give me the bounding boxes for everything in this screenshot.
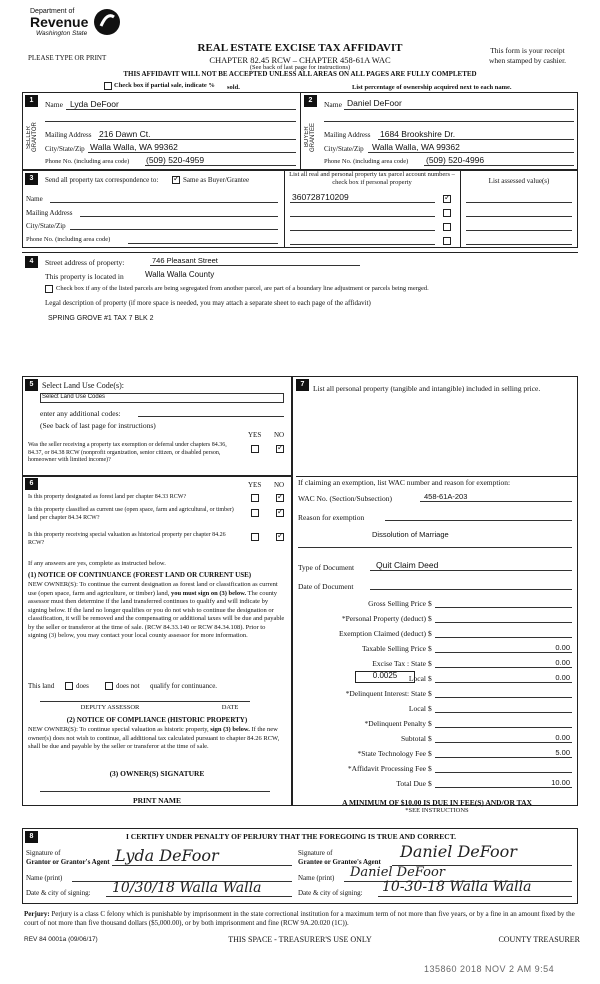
fee-row-line bbox=[435, 703, 572, 713]
fee-row-value[interactable]: 0.00 bbox=[555, 733, 570, 742]
fee-row-label: *Delinquent Penalty bbox=[364, 719, 426, 728]
dollar-sign: $ bbox=[428, 704, 432, 713]
grantee-name-label: Name (print) bbox=[298, 874, 335, 882]
dor-logo-icon bbox=[92, 8, 122, 36]
dollar-sign: $ bbox=[428, 719, 432, 728]
dollar-sign: $ bbox=[428, 614, 432, 623]
dollar-sign: $ bbox=[428, 734, 432, 743]
dept-state: Washington State bbox=[36, 30, 88, 37]
fee-row-label: Taxable Selling Price bbox=[361, 644, 426, 653]
receipt-note-1: This form is your receipt bbox=[490, 46, 565, 55]
grantee-signature[interactable]: Daniel DeFoor bbox=[400, 842, 517, 861]
date-label: DATE bbox=[221, 704, 239, 711]
grantor-signature[interactable]: Lyda DeFoor bbox=[115, 846, 219, 865]
fee-row-label: *Affidavit Processing Fee bbox=[347, 764, 426, 773]
fee-row-line bbox=[435, 613, 572, 623]
seller-city-label: City/State/Zip bbox=[45, 145, 85, 153]
parcel-3-personal-checkbox[interactable] bbox=[443, 223, 451, 231]
buyer-name-label: Name bbox=[324, 100, 342, 109]
current-use-no-checkbox[interactable] bbox=[276, 509, 284, 517]
sec5-no-header: NO bbox=[274, 431, 285, 439]
treasurer-use-label: THIS SPACE - TREASURER'S USE ONLY bbox=[228, 935, 372, 944]
legal-description[interactable]: SPRING GROVE #1 TAX 7 BLK 2 bbox=[48, 315, 154, 322]
dollar-sign: $ bbox=[428, 749, 432, 758]
buyer-name[interactable]: Daniel DeFoor bbox=[347, 98, 402, 108]
forest-no-checkbox[interactable] bbox=[276, 494, 284, 502]
does-not-checkbox[interactable] bbox=[105, 682, 113, 690]
dollar-sign: $ bbox=[428, 629, 432, 638]
sec6-no-header: NO bbox=[274, 481, 285, 489]
section-5-number: 5 bbox=[25, 379, 38, 391]
fee-row-line bbox=[435, 763, 572, 773]
local-rate: 0.0025 bbox=[372, 671, 398, 680]
fee-row-value[interactable]: 0.00 bbox=[555, 643, 570, 652]
exemption-question: Was the seller receiving a property tax exemption or deferral under chapters 84.36, 84.37, or 84.38 RCW (nonprofit organization, senior citizen, or disabled person, homeowner with limited income)? bbox=[28, 442, 227, 463]
buyer-mail-label: Mailing Address bbox=[324, 131, 371, 139]
legal-desc-label: Legal description of property (if more space is needed, you may attach a separate sheet to each page of the affidavit) bbox=[45, 299, 371, 307]
form-revision: REV 84 0001a (09/06/17) bbox=[24, 936, 98, 943]
parcel-heading: List all real and personal property tax parcel account numbers – check box if personal property bbox=[289, 171, 455, 186]
buyer-city-label: City/State/Zip bbox=[324, 145, 364, 153]
parcel-1-personal-checkbox[interactable] bbox=[443, 195, 451, 203]
section-4-number: 4 bbox=[25, 256, 38, 268]
county[interactable]: Walla Walla County bbox=[145, 270, 215, 279]
this-land-label: This land bbox=[28, 682, 55, 690]
fee-row-line bbox=[435, 628, 572, 638]
section-4 bbox=[22, 252, 578, 374]
corr-phone-label: Phone No. (including area code) bbox=[26, 236, 111, 243]
notice-continuance-title: (1) NOTICE OF CONTINUANCE (FOREST LAND OR CURRENT USE) bbox=[28, 571, 252, 579]
buyer-mail[interactable]: 1684 Brookshire Dr. bbox=[380, 129, 456, 139]
section-6 bbox=[22, 476, 292, 806]
corr-city-label: City/State/Zip bbox=[26, 222, 66, 230]
seller-phone[interactable]: (509) 520-4959 bbox=[146, 155, 205, 165]
dollar-sign: $ bbox=[428, 659, 432, 668]
fee-row-label: Total Due bbox=[396, 779, 426, 788]
doc-type[interactable]: Quit Claim Deed bbox=[376, 560, 439, 570]
fee-row-value[interactable]: 10.00 bbox=[551, 778, 570, 787]
doc-type-label: Type of Document bbox=[298, 563, 355, 572]
seller-city[interactable]: Walla Walla, WA 99362 bbox=[90, 142, 178, 152]
print-name-label: PRINT NAME bbox=[133, 796, 181, 805]
reason-label: Reason for exemption bbox=[298, 513, 365, 522]
fee-row-label: Exemption Claimed (deduct) bbox=[338, 629, 426, 638]
chapter-line: CHAPTER 82.45 RCW – CHAPTER 458-61A WAC bbox=[209, 55, 391, 65]
exemption-reason[interactable]: Dissolution of Marriage bbox=[372, 530, 449, 539]
grantor-date-city[interactable]: 10/30/18 Walla Walla bbox=[112, 880, 262, 896]
grantee-date-city[interactable]: 10-30-18 Walla Walla bbox=[382, 879, 532, 895]
historic-yes-checkbox[interactable] bbox=[251, 533, 259, 541]
grantor-agent-label: Grantor or Grantor's Agent bbox=[26, 858, 110, 866]
corr-mail-label: Mailing Address bbox=[26, 209, 73, 217]
correspondence-label: Send all property tax correspondence to: bbox=[45, 176, 159, 184]
exemption-yes-checkbox[interactable] bbox=[251, 445, 259, 453]
section-3-number: 3 bbox=[25, 173, 38, 185]
grantor-sig-label: Signature of bbox=[26, 849, 61, 857]
exemption-label: If claiming an exemption, list WAC number and reason for exemption: bbox=[298, 478, 511, 487]
buyer-phone-label: Phone No. (including area code) bbox=[324, 158, 409, 165]
sec5-yes-header: YES bbox=[248, 431, 262, 439]
dollar-sign: $ bbox=[428, 764, 432, 773]
seller-name-label: Name bbox=[45, 100, 63, 109]
receipt-note-2: when stamped by cashier. bbox=[488, 56, 567, 65]
buyer-grantee-label: BUYER GRANTEE bbox=[304, 122, 316, 152]
current-use-question: Is this property classified as current use (open space, farm and agricultural, or timber) land per chapter 84.34 RCW? bbox=[28, 507, 234, 521]
recording-stamp: 135860 2018 NOV 2 AM 9:54 bbox=[424, 964, 555, 974]
see-instructions: *SEE INSTRUCTIONS bbox=[405, 807, 469, 814]
land-use-see-back: (See back of last page for instructions) bbox=[40, 421, 156, 430]
dollar-sign: $ bbox=[428, 779, 432, 788]
dor-logo bbox=[30, 8, 125, 42]
segregated-checkbox[interactable] bbox=[45, 285, 53, 293]
buyer-phone[interactable]: (509) 520-4996 bbox=[426, 155, 485, 165]
section-8-number: 8 bbox=[25, 831, 38, 843]
corr-name-label: Name bbox=[26, 195, 43, 203]
land-use-label: Select Land Use Code(s): bbox=[42, 381, 124, 390]
land-use-value: Select Land Use Codes bbox=[42, 394, 106, 400]
grantor-date-label: Date & city of signing: bbox=[26, 889, 91, 897]
perjury-text: Perjury: Perjury is a class C felony which is punishable by imprisonment in the state correctional institution for a maximum term of not more than five years, or by a fine in an amount fixed by the court of not more than five thousand dollars ($5,000.00), or by both imprisonment and fine (RCW 9A.20.020 (1C)). bbox=[24, 910, 575, 927]
owner-signature-label: (3) OWNER(S) SIGNATURE bbox=[109, 769, 205, 778]
seller-grantor-label: SELLER GRANTOR bbox=[26, 122, 38, 152]
buyer-city[interactable]: Walla Walla, WA 99362 bbox=[372, 142, 460, 152]
fee-row-label: Excise Tax : State bbox=[372, 659, 426, 668]
ownership-label: List percentage of ownership acquired next to each name. bbox=[352, 84, 512, 91]
sold-label: sold. bbox=[227, 84, 240, 91]
notice-continuance-text: NEW OWNER(S): To continue the current designation as forest land or classification as current use (open space, farm and agriculture, or timber) land, you must sign on (3) below. The county assessor must then determine if the land transferred continues to qualify and will indicate by signing below. If the land no longer qualifies or you do not wish to continue the designation or classification, it will be removed and the compensating or additional taxes will be due and payable by the seller or transferor at the time of sale. (RCW 84.33.140 or RCW 84.34.108). Prior to signing (3) below, you may contact your local county assessor for more information. bbox=[28, 581, 285, 639]
seller-mail[interactable]: 216 Dawn Ct. bbox=[99, 129, 151, 139]
street-address[interactable]: 746 Pleasant Street bbox=[152, 256, 218, 265]
fee-row-value[interactable]: 5.00 bbox=[555, 748, 570, 757]
dept-name: Revenue bbox=[30, 14, 89, 30]
grantee-sig-label: Signature of bbox=[298, 849, 333, 857]
minimum-note: A MINIMUM OF $10.00 IS DUE IN FEE(S) AND/OR TAX bbox=[342, 798, 532, 807]
grantee-name-print[interactable]: Daniel DeFoor bbox=[350, 865, 445, 880]
form-title: REAL ESTATE EXCISE TAX AFFIDAVIT bbox=[197, 42, 403, 54]
street-label: Street address of property: bbox=[45, 258, 125, 267]
fee-row-line bbox=[435, 688, 572, 698]
current-use-yes-checkbox[interactable] bbox=[251, 509, 259, 517]
fee-row-label: Local bbox=[408, 674, 426, 683]
dollar-sign: $ bbox=[428, 644, 432, 653]
seller-name[interactable]: Lyda DeFoor bbox=[70, 99, 119, 109]
additional-codes-label: enter any additional codes: bbox=[40, 409, 121, 418]
seller-mail-label: Mailing Address bbox=[45, 131, 92, 139]
section-7-number: 7 bbox=[296, 379, 309, 391]
notice-compliance-text: NEW OWNER(S): To continue special valuation as historic property, sign (3) below. If the new owner(s) does not wish to continue, all additional tax calculated pursuant to chapter 84.26 RCW, shall be due and payable by the seller or transferor at the time of sale. bbox=[28, 726, 280, 750]
dollar-sign: $ bbox=[428, 689, 432, 698]
dept-top: Department of bbox=[30, 8, 75, 15]
grantee-date-label: Date & city of signing: bbox=[298, 889, 363, 897]
fee-row-label: *Delinquent Interest: State bbox=[345, 689, 426, 698]
dollar-sign: $ bbox=[428, 599, 432, 608]
qualify-label: qualify for continuance. bbox=[150, 682, 218, 690]
section-1-number: 1 bbox=[25, 95, 38, 107]
segregated-label: Check box if any of the listed parcels are being segregated from another parcel, are part of a boundary line adjustment or parcels being merged. bbox=[56, 285, 429, 292]
fee-row-label: *State Technology Fee bbox=[357, 749, 426, 758]
fee-row-label: *Personal Property (deduct) bbox=[341, 614, 426, 623]
personal-property-label: List all personal property (tangible and intangible) included in selling price. bbox=[313, 384, 541, 393]
assessed-heading: List assessed value(s) bbox=[488, 177, 550, 185]
does-checkbox[interactable] bbox=[65, 682, 73, 690]
seller-phone-label: Phone No. (including area code) bbox=[45, 158, 130, 165]
county-treasurer-label: COUNTY TREASURER bbox=[498, 935, 580, 944]
wac-number[interactable]: 458-61A-203 bbox=[424, 492, 468, 501]
fee-row-value[interactable]: 0.00 bbox=[555, 658, 570, 667]
fee-row-line bbox=[435, 718, 572, 728]
notice-compliance-title: (2) NOTICE OF COMPLIANCE (HISTORIC PROPERTY) bbox=[66, 716, 248, 724]
dollar-sign: $ bbox=[428, 674, 432, 683]
parcel-4-personal-checkbox[interactable] bbox=[443, 237, 451, 245]
historic-no-checkbox[interactable] bbox=[276, 533, 284, 541]
forest-question: Is this property designated as forest land per chapter 84.33 RCW? bbox=[28, 494, 187, 500]
grantor-name-label: Name (print) bbox=[26, 874, 63, 882]
same-as-buyer-label: Same as Buyer/Grantee bbox=[183, 176, 250, 184]
print-note: PLEASE TYPE OR PRINT bbox=[28, 54, 107, 62]
historic-question: Is this property receiving special valuation as historical property per chapter 84.26 RCW? bbox=[28, 532, 226, 546]
exemption-no-checkbox[interactable] bbox=[276, 445, 284, 453]
fee-row-line bbox=[435, 598, 572, 608]
does-label: does bbox=[76, 682, 89, 690]
does-not-label: does not bbox=[116, 682, 140, 690]
parcel-number-1[interactable]: 360728710209 bbox=[292, 192, 349, 202]
forest-yes-checkbox[interactable] bbox=[251, 494, 259, 502]
if-yes-note: If any answers are yes, complete as instructed below. bbox=[28, 560, 166, 567]
same-as-buyer-checkbox[interactable] bbox=[172, 176, 180, 184]
certify-text: I CERTIFY UNDER PENALTY OF PERJURY THAT THE FOREGOING IS TRUE AND CORRECT. bbox=[126, 832, 457, 841]
fee-row-label: Gross Selling Price bbox=[368, 599, 426, 608]
located-label: This property is located in bbox=[45, 272, 124, 281]
wac-label: WAC No. (Section/Subsection) bbox=[298, 494, 392, 503]
doc-date-label: Date of Document bbox=[298, 582, 354, 591]
sec6-yes-header: YES bbox=[248, 481, 262, 489]
section-6-number: 6 bbox=[25, 478, 38, 490]
partial-sale-checkbox[interactable] bbox=[104, 82, 112, 90]
partial-sale-label: Check box if partial sale, indicate % bbox=[114, 82, 215, 89]
parcel-2-personal-checkbox[interactable] bbox=[443, 209, 451, 217]
deputy-assessor-label: DEPUTY ASSESSOR bbox=[80, 704, 140, 711]
fee-row-label: Local bbox=[408, 704, 426, 713]
see-back-note: (See back of last page for instructions) bbox=[249, 64, 351, 71]
fee-row-label: Subtotal bbox=[400, 734, 426, 743]
warning: THIS AFFIDAVIT WILL NOT BE ACCEPTED UNLESS ALL AREAS ON ALL PAGES ARE FULLY COMPLETED bbox=[123, 70, 477, 78]
grantee-agent-label: Grantee or Grantee's Agent bbox=[298, 858, 381, 866]
fee-row-value[interactable]: 0.00 bbox=[555, 673, 570, 682]
section-2-number: 2 bbox=[304, 95, 317, 107]
